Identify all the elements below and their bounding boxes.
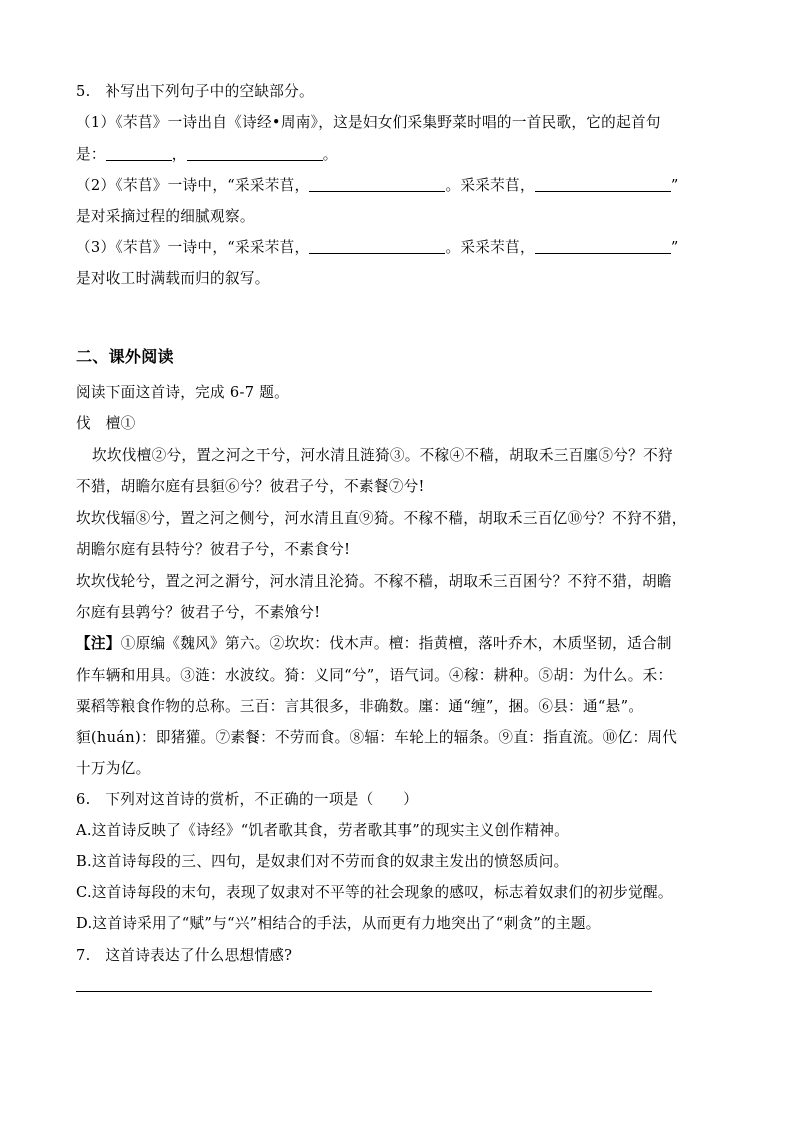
q5-part2-end: ” xyxy=(670,177,679,194)
q7-answer-line[interactable] xyxy=(76,991,652,992)
q5-part2-mid: 。采采芣苢， xyxy=(445,177,535,194)
poem-line: 坎坎伐轮兮，置之河之漘兮，河水清且沦猗。不稼不穑，胡取禾三百囷兮？不狩不猎，胡瞻 xyxy=(76,573,672,590)
poem-line: 坎坎伐檀②兮，置之河之干兮，河水清且涟猗③。不稼④不穑，胡取禾三百廛⑤兮？不狩 xyxy=(92,447,673,464)
note-text: ①原编《魏风》第六。②坎坎：伐木声。檀：指黄檀，落叶乔木，木质坚韧，适合制 xyxy=(120,635,672,652)
q5-part3-mid: 。采采芣苢， xyxy=(445,239,535,256)
answer-blank[interactable] xyxy=(106,146,172,161)
poem-line: 尔庭有县鹑兮？彼君子兮，不素飧兮! xyxy=(76,604,321,621)
reading-intro: 阅读下面这首诗，完成 6-7 题。 xyxy=(76,384,290,401)
q5-part3-end: ” xyxy=(670,239,679,256)
q5-part2-line2: 是对采摘过程的细腻观察。 xyxy=(76,208,255,225)
q5-part2-prefix: （2）《芣苢》一诗中，“采采芣苢， xyxy=(76,177,310,194)
q5-part1-line1: （1）《芣苢》一诗出自《诗经•周南》，这是妇女们采集野菜时唱的一首民歌，它的起首句 xyxy=(76,114,661,131)
answer-blank[interactable] xyxy=(535,239,671,254)
q6-option-a[interactable]: A.这首诗反映了《诗经》“饥者歌其食，劳者歌其事”的现实主义创作精神。 xyxy=(76,822,570,839)
q5-part3-line1 xyxy=(76,238,726,258)
note-line: 作车辆和用具。③涟：水波纹。猗：义同“兮”，语气词。④稼：耕种。⑤胡：为什么。禾： xyxy=(76,667,673,684)
q6-stem: 6. 下列对这首诗的赏析，不正确的一项是（ ） xyxy=(76,791,419,808)
q6-option-d[interactable]: D.这首诗采用了“赋”与“兴”相结合的手法，从而更有力地突出了“刺贪”的主题。 xyxy=(76,915,601,932)
note-line: 貆(huán)：即猪獾。⑦素餐：不劳而食。⑧辐：车轮上的辐条。⑨直：指直流。⑩亿：周代 xyxy=(76,729,678,746)
note-line: 粟稻等粮食作物的总称。三百：言其很多，非确数。廛：通“缠”，捆。⑥县：通“悬”。 xyxy=(76,698,644,715)
q5-part3-prefix: （3）《芣苢》一诗中，“采采芣苢， xyxy=(76,239,310,256)
q5-part3-line2: 是对收工时满载而归的叙写。 xyxy=(76,270,270,287)
q5-title: 5. 补写出下列句子中的空缺部分。 xyxy=(76,83,314,100)
q6-option-b[interactable]: B.这首诗每段的三、四句，是奴隶们对不劳而食的奴隶主发出的愤怒质问。 xyxy=(76,853,569,870)
poem-line: 不猎，胡瞻尔庭有县貆⑥兮？彼君子兮，不素餐⑦兮! xyxy=(76,478,425,495)
q5-part1-line2 xyxy=(76,145,726,165)
answer-blank[interactable] xyxy=(187,146,323,161)
answer-blank[interactable] xyxy=(309,239,445,254)
note-label: 【注】 xyxy=(76,635,121,652)
poem-title: 伐 檀① xyxy=(76,415,136,432)
answer-blank[interactable] xyxy=(535,177,671,192)
q7-stem: 7. 这首诗表达了什么思想情感? xyxy=(76,947,293,964)
q6-option-c[interactable]: C.这首诗每段的末句，表现了奴隶对不平等的社会现象的感叹，标志着奴隶们的初步觉醒。 xyxy=(76,884,673,901)
q5-part2-line1 xyxy=(76,176,726,196)
q5-part1-prefix: 是： xyxy=(76,146,106,163)
poem-line: 胡瞻尔庭有县特兮？彼君子兮，不素食兮! xyxy=(76,541,351,558)
q5-part1-sep: ， xyxy=(171,146,187,163)
note-line: 十万为亿。 xyxy=(76,760,151,777)
answer-blank[interactable] xyxy=(309,177,445,192)
section-heading: 二、课外阅读 xyxy=(76,347,174,366)
q5-part1-end: 。 xyxy=(322,146,338,163)
note-line xyxy=(76,634,726,654)
poem-line: 坎坎伐辐⑧兮，置之河之侧兮，河水清且直⑨猗。不稼不穑，胡取禾三百亿⑩兮？不狩不猎， xyxy=(76,510,687,527)
